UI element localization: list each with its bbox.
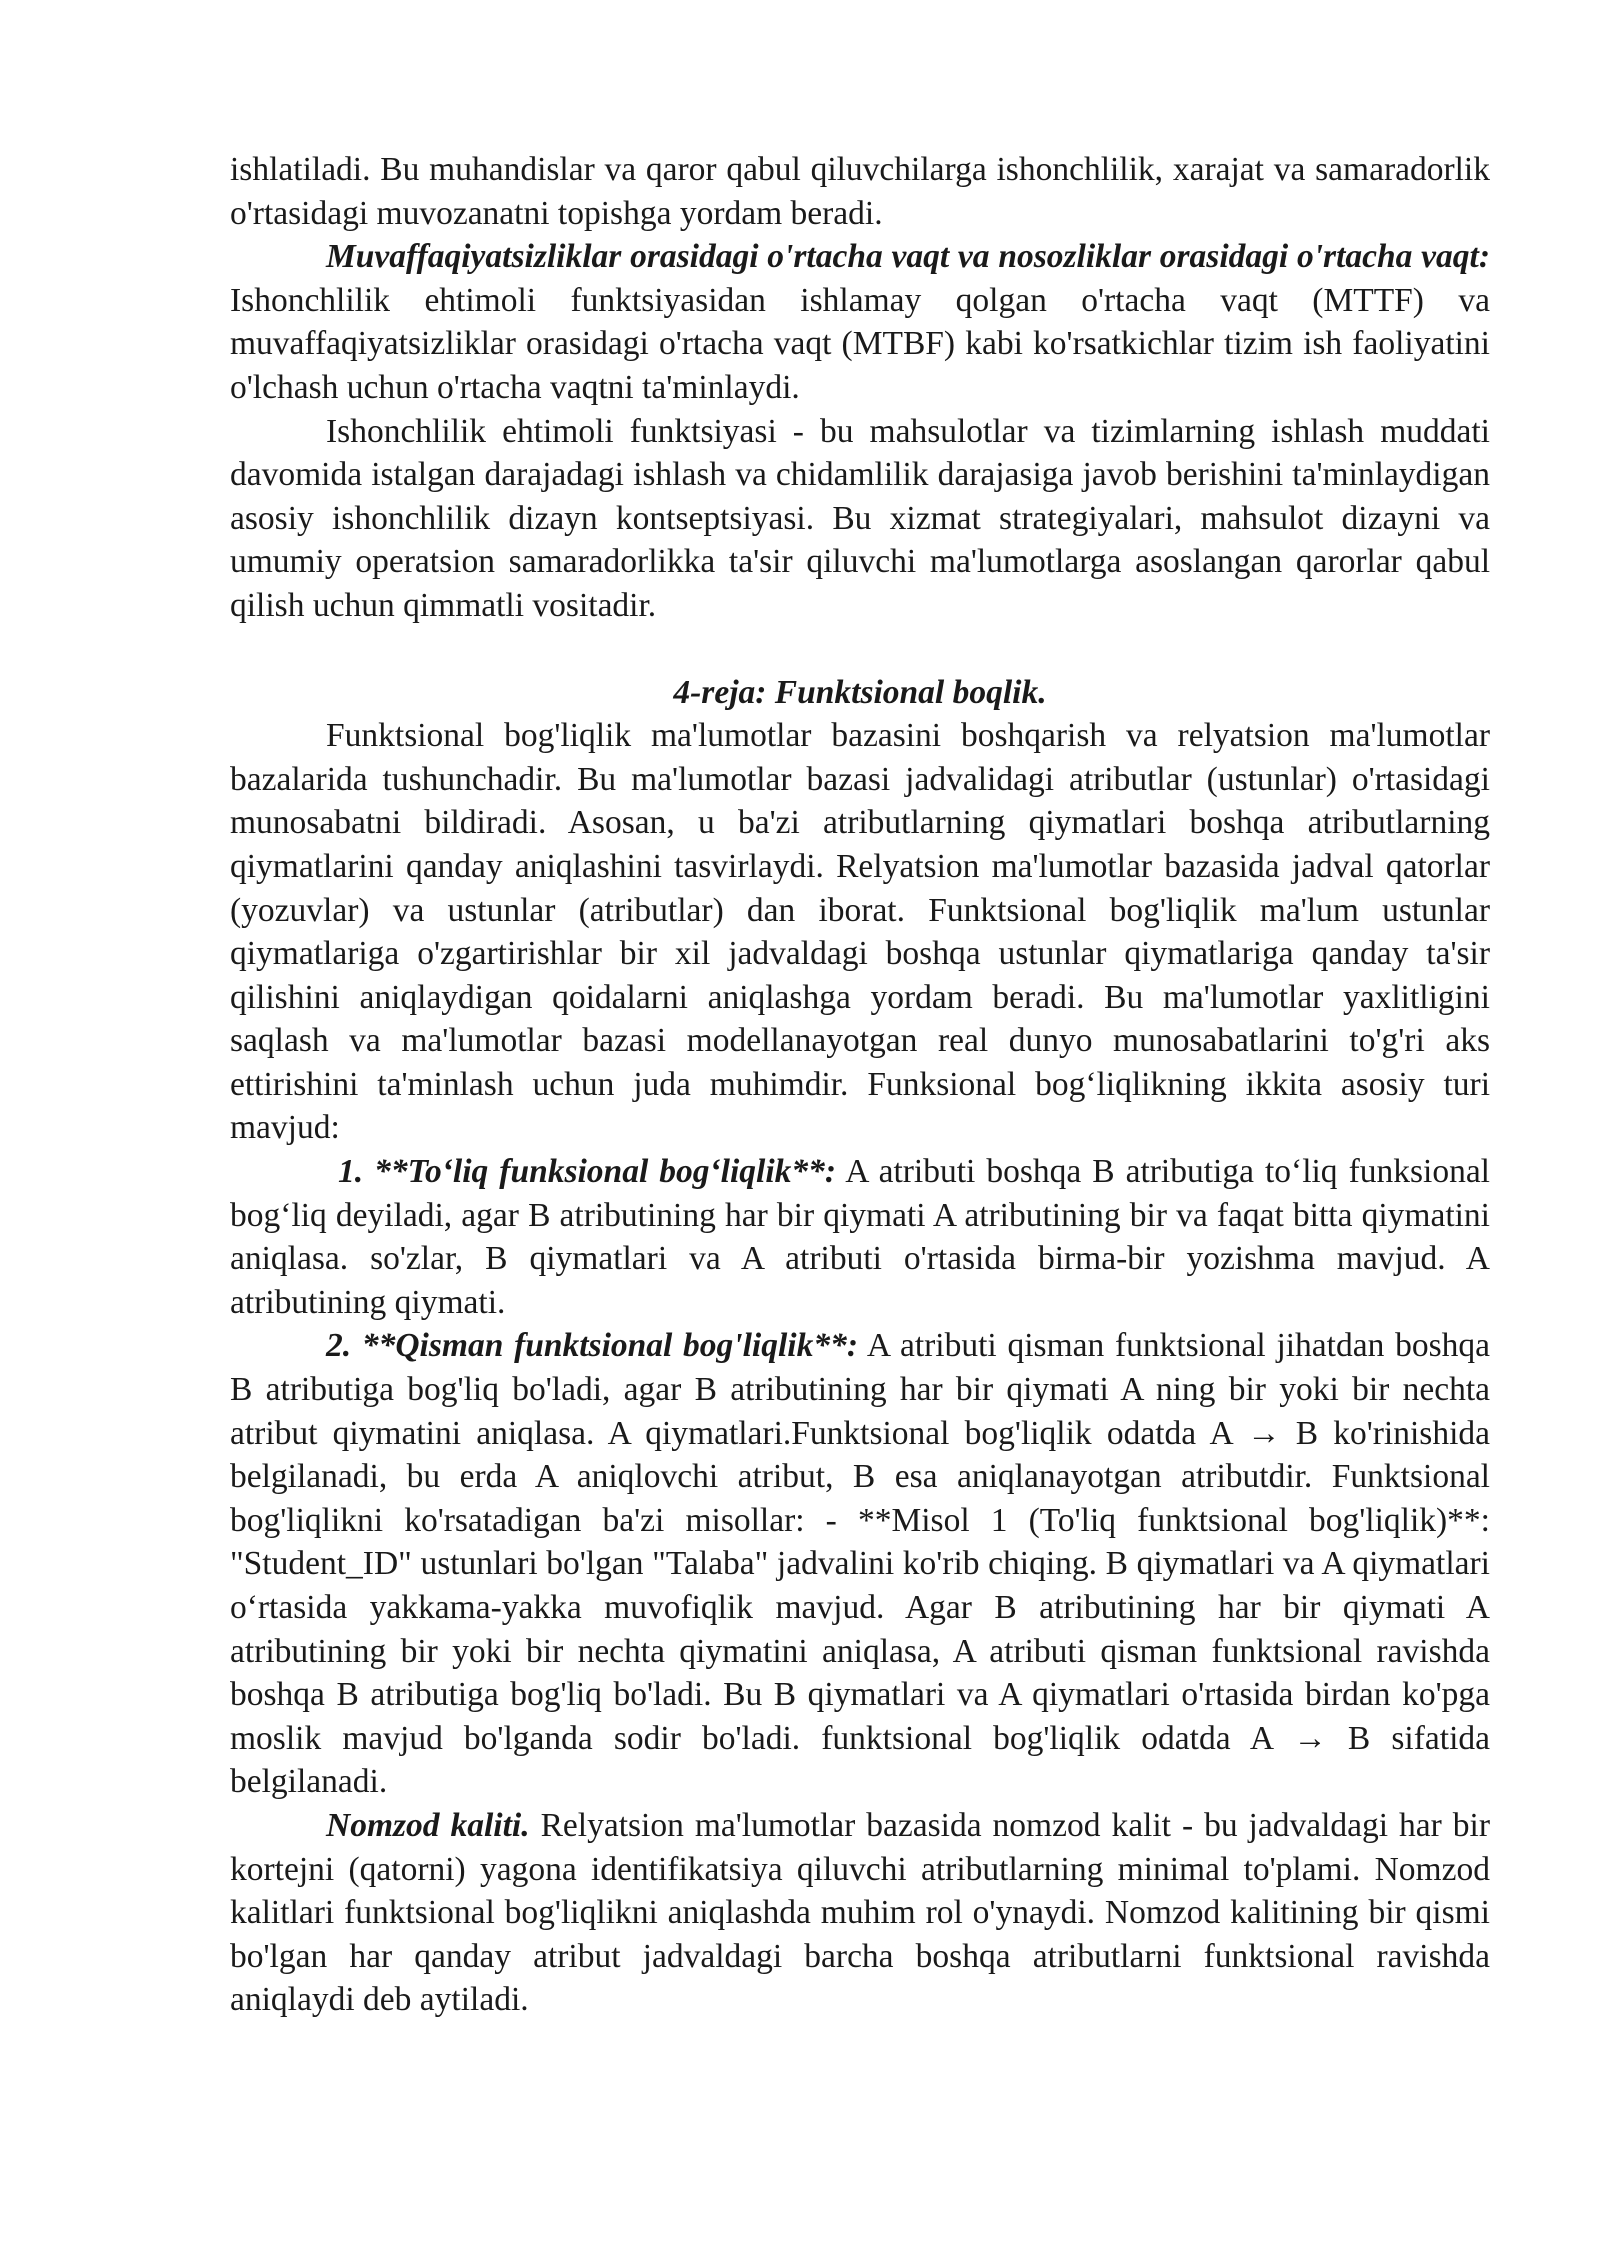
paragraph-title: Muvaffaqiyatsizliklar orasidagi o'rtacha vaqt va nosozliklar orasidagi o'rtacha vaqt: — [326, 238, 1490, 276]
paragraph-text: Funktsional bog'liqlik ma'lumotlar bazasini boshqarish va relyatsion ma'lumotlar bazalarida tushunchadir. Bu ma'lumotlar bazasi jadvalidagi atributlar (ustunlar) o'rtasidagi munosabatni bildiradi. Asosan, u ba'zi atributlarning qiymatlari boshqa atributlarning qiymatlarini qanday aniqlashini tasvirlaydi. Relyatsion ma'lumotlar bazasida jadval qatorlar (yozuvlar) va ustunlar (atributlar) dan iborat. Funktsional bog'liqlik ma'lum ustunlar qiymatlariga o'zgartirishlar bir xil jadvaldagi boshqa ustunlar qiymatlariga qanday ta'sir qilishini aniqlaydigan qoidalarni aniqlashga yordam beradi. Bu ma'lumotlar yaxlitligini saqlash va ma'lumotlar bazasi modellanayotgan real dunyo munosabatlarini to'g'ri aks ettirishini ta'minlash uchun juda muhimdir. Funksional bog‘liqlikning ikkita asosiy turi mavjud: — [230, 717, 1490, 1147]
paragraph-text: ishlatiladi. Bu muhandislar va qaror qabul qiluvchilarga ishonchlilik, xarajat va samaradorlik o'rtasidagi muvozanatni topishga yordam beradi. — [230, 151, 1490, 232]
list-item-partial-dependency — [230, 1324, 1490, 1804]
paragraph-title: Nomzod kaliti. — [326, 1806, 530, 1844]
list-item-title: 1. **To‘liq funksional bog‘liqlik**: — [338, 1153, 837, 1191]
list-item-title: 2. **Qisman funktsional bog'liqlik**: — [326, 1327, 859, 1365]
paragraph-functional-dependency — [230, 714, 1490, 1150]
paragraph-intro-continuation — [230, 148, 1490, 235]
list-item-full-dependency — [230, 1150, 1490, 1324]
paragraph-reliability-function — [230, 410, 1490, 628]
paragraph-text: Ishonchlilik ehtimoli funktsiyasi - bu mahsulotlar va tizimlarning ishlash muddati davomida istalgan darajadagi ishlash va chidamlilik darajasiga javob berishini ta'minlaydigan asosiy ishonchlilik dizayn kontseptsiyasi. Bu xizmat strategiyalari, mahsulot dizayni va umumiy operatsion samaradorlikka ta'sir qiluvchi ma'lumotlarga asoslangan qarorlar qabul qilish uchun qimmatli vositadir. — [230, 412, 1490, 624]
list-item-text: A atributi qisman funktsional jihatdan boshqa B atributiga bog'liq bo'ladi, agar B atributining har bir qiymati A ning bir yoki bir nechta atribut qiymatini aniqlasa. A qiymatlari.Funktsional bog'liqlik odatda A → B ko'rinishida belgilanadi, bu erda A aniqlovchi atribut, B esa aniqlanayotgan atributdir. Funktsional bog'liqlikni ko'rsatadigan ba'zi misollar: - **Misol 1 (To'liq funktsional bog'liqlik)**: "Student_ID" ustunlari bo'lgan "Talaba" jadvalini ko'rib chiqing. B qiymatlari va A qiymatlari o‘rtasida yakkama-yakka muvofiqlik mavjud. Agar B atributining har bir qiymati A atributining bir yoki bir nechta qiymatini aniqlasa, A atributi qisman funktsional ravishda boshqa B atributiga bog'liq bo'ladi. Bu B qiymatlari va A qiymatlari o'rtasida birdan ko'pga moslik mavjud bo'lganda sodir bo'ladi. funktsional bog'liqlik odatda A → B sifatida belgilanadi. — [230, 1327, 1490, 1801]
paragraph-text: Relyatsion ma'lumotlar bazasida nomzod kalit - bu jadvaldagi har bir kortejni (qatorni) yagona identifikatsiya qiluvchi atributlarning minimal to'plami. Nomzod kalitlari funktsional bog'liqlikni aniqlashda muhim rol o'ynaydi. Nomzod kalitining bir qismi bo'lgan har qanday atribut jadvaldagi barcha boshqa atributlarni funktsional ravishda aniqlaydi deb aytiladi. — [230, 1806, 1490, 2019]
paragraph-candidate-key — [230, 1804, 1490, 2022]
list-item-text: A atributi boshqa B atributiga to‘liq funksional bog‘liq deyiladi, agar B atributining har bir qiymati A atributining bir va faqat bitta qiymatini aniqlasa. so'zlar, B qiymatlari va A atributi o'rtasida birma-bir yozishma mavjud. A atributining qiymati. — [230, 1153, 1490, 1321]
document-page — [230, 148, 1490, 2022]
section-heading: 4-reja: Funktsional boqlik. — [673, 673, 1047, 711]
paragraph-mttf-mtbf — [230, 235, 1490, 409]
paragraph-text: Ishonchlilik ehtimoli funktsiyasidan ishlamay qolgan o'rtacha vaqt (MTTF) va muvaffaqiyatsizliklar orasidagi o'rtacha vaqt (MTBF) kabi ko'rsatkichlar tizim ish faoliyatini o'lchash uchun o'rtacha vaqtni ta'minlaydi. — [230, 281, 1490, 406]
